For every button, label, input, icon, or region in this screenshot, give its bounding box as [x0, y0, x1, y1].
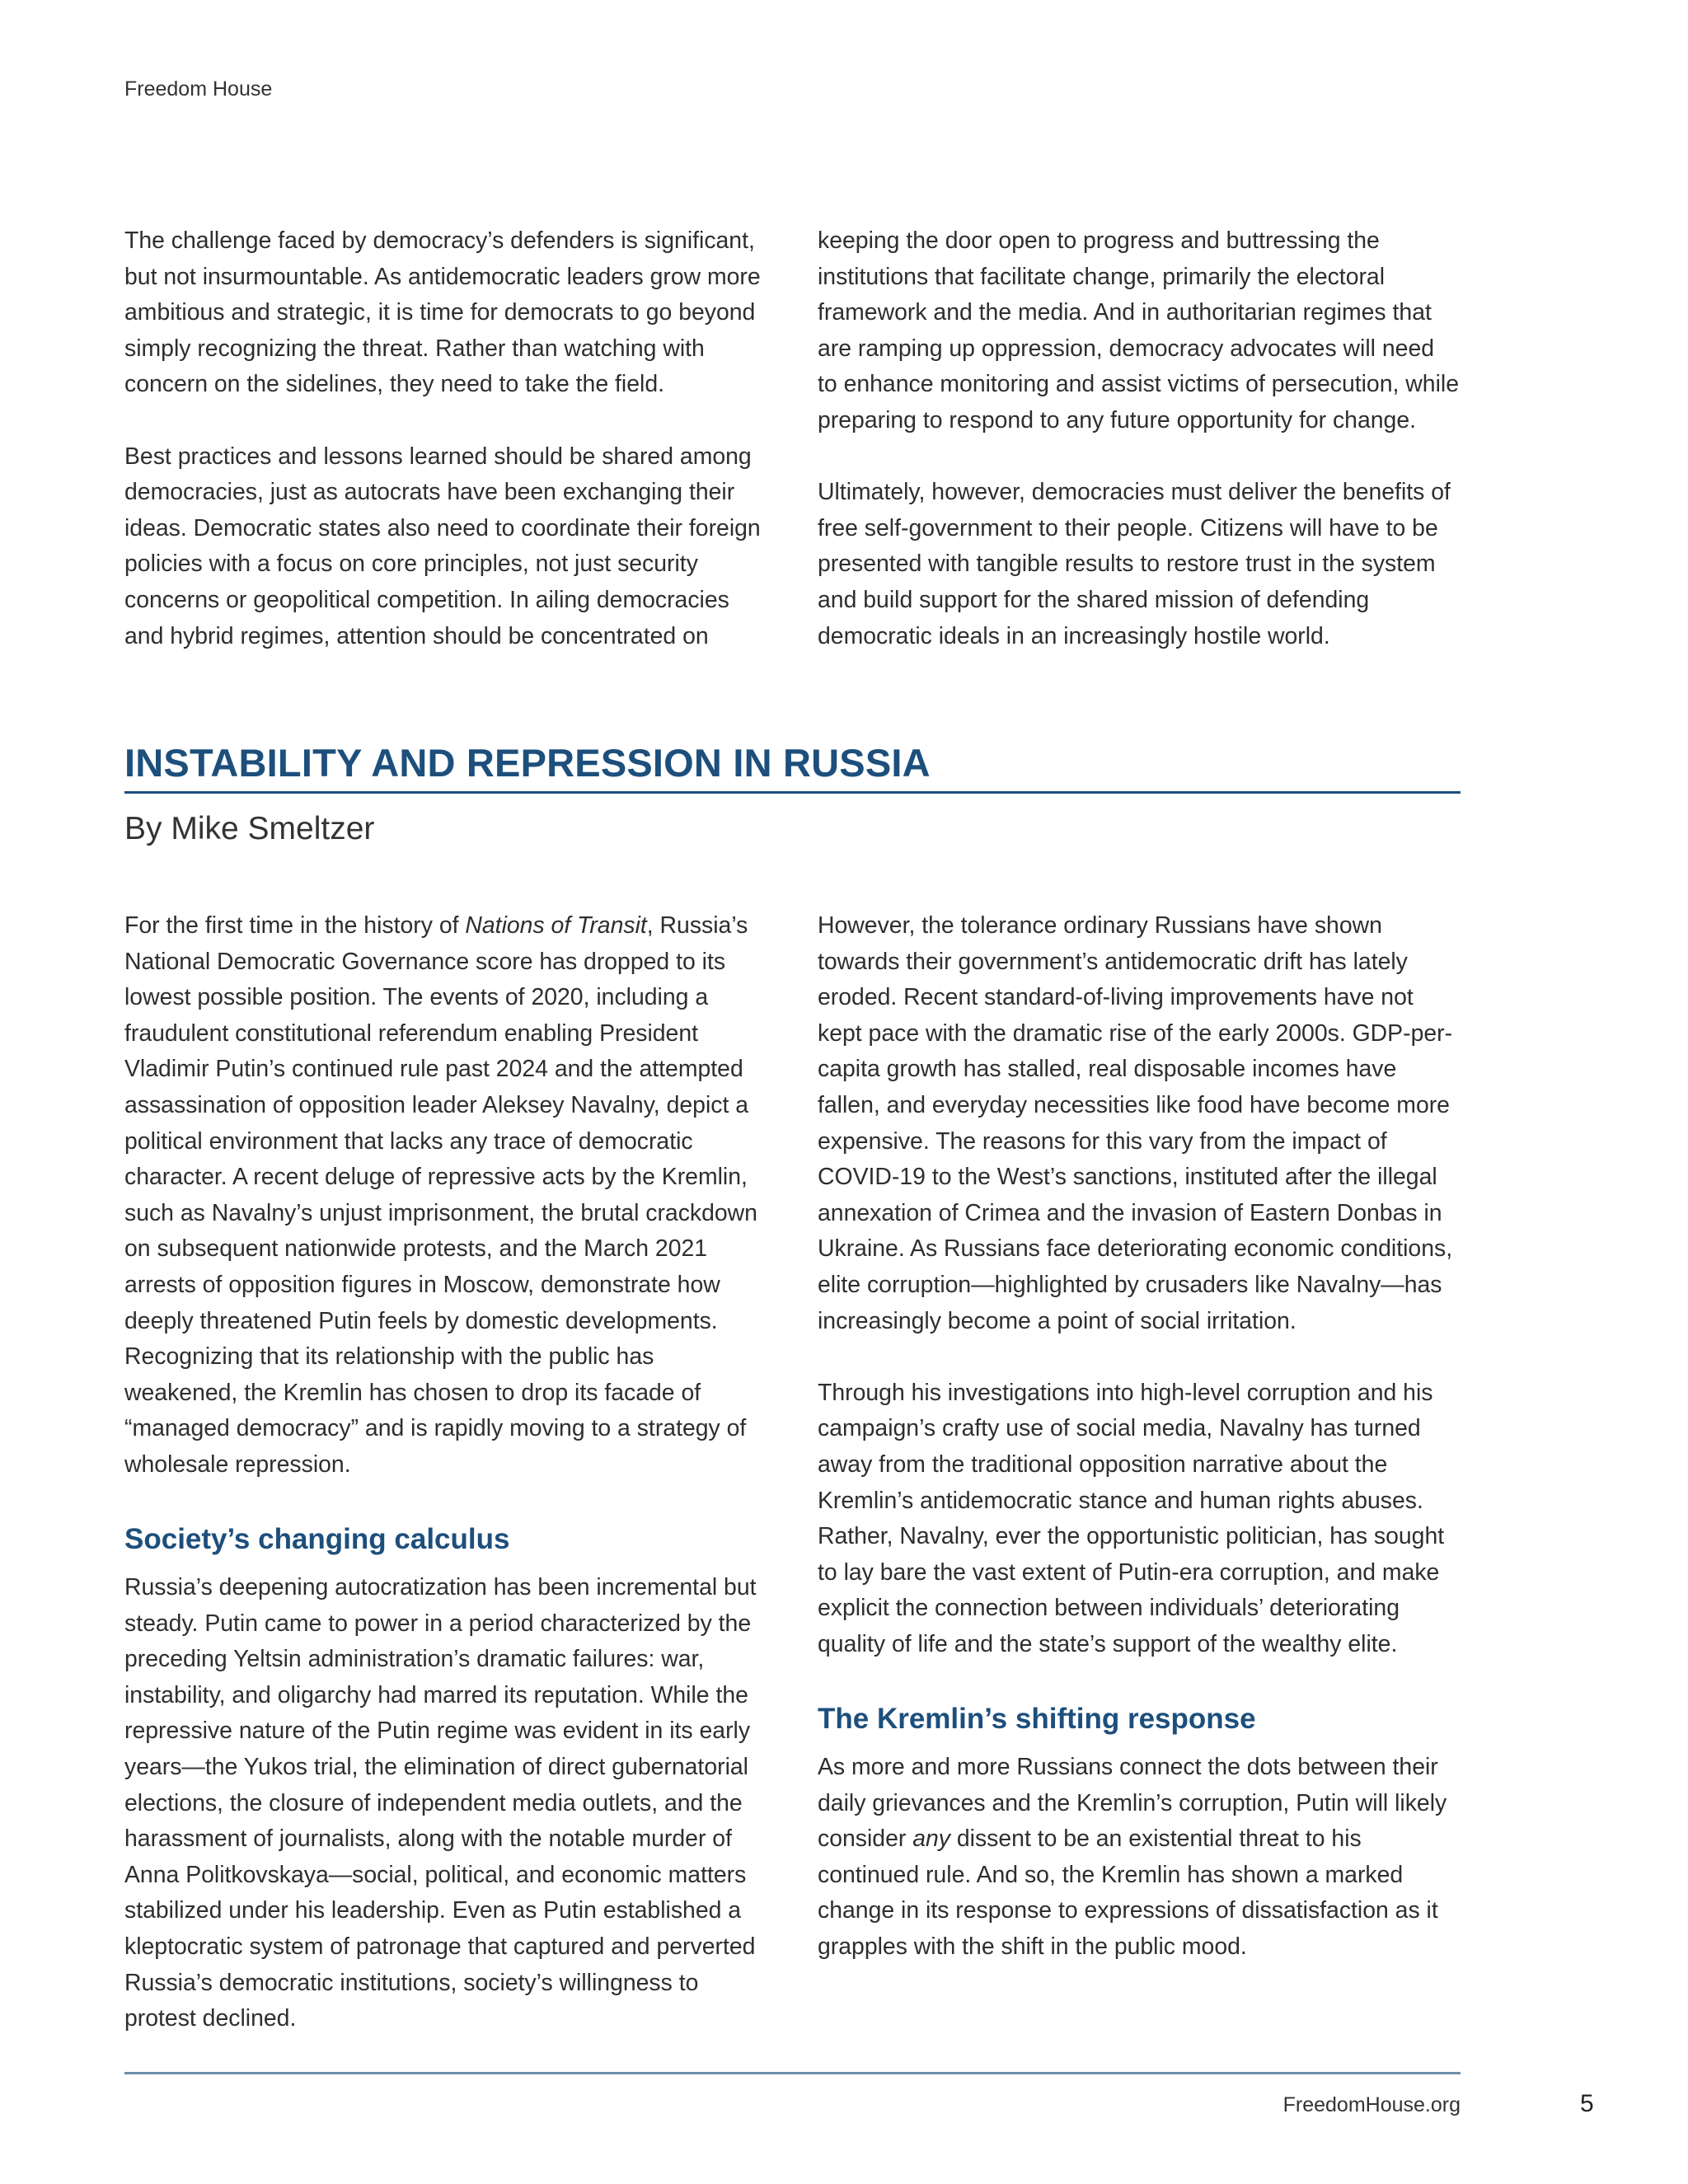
text-run: dissent to be an existential threat to his continued rule. And so, the Kremlin has shown a marked change in its response to expressions of dissatisfaction as it grapples with the shift in the public mood. [818, 1825, 1438, 1961]
title-divider [124, 791, 1461, 794]
intro-left-column [124, 223, 766, 654]
publication-title: Nations of Transit [465, 912, 647, 939]
footer-divider [124, 2072, 1461, 2074]
page-number: 5 [1580, 2090, 1594, 2117]
intro-paragraph: Best practices and lessons learned should be shared among democracies, just as autocrats have been exchanging their ideas. Democratic states also need to coordinate their foreign policies with a focus on core principles, not just security concerns or geopolitical competition. In ailing democracies and hybrid regimes, attention should be concentrated on [124, 443, 761, 649]
article-left-column [124, 908, 766, 2037]
running-header: Freedom House [124, 77, 273, 101]
text-run: As more and more Russians connect the dots between their daily grievances and the Kremlin’s corruption, Putin will likely consider [818, 1754, 1447, 1853]
text-run: For the first time in the history of [124, 912, 466, 939]
text-run: , Russia’s National Democratic Governance score has dropped to its lowest possible position. The events of 2020, including a fraudulent constitutional referendum enabling President Vladimir Putin’s continued rule past 2024 and the attempted assassination of opposition leader Aleksey Navalny, depict a political environment that lacks any trace of democratic character. A recent deluge of repressive acts by the Kremlin, such as Navalny’s unjust imprisonment, the brutal crackdown on subsequent nationwide protests, and the March 2021 arrests of opposition figures in Moscow, demonstrate how deeply threatened Putin feels by domestic developments. Recognizing that its relationship with the public has weakened, the Kremlin has chosen to drop its facade of “managed democracy” and is rapidly moving to a strategy of wholesale repression. [124, 912, 757, 1478]
article-right-column [818, 908, 1459, 1966]
intro-paragraph: Ultimately, however, democracies must deliver the benefits of free self-government to their people. Citizens will have to be presented with tangible results to restore trust in the system and build support for the shared mission of defending democratic ideals in an increasingly hostile world. [818, 479, 1451, 649]
subheading: Society’s changing calculus [124, 1523, 510, 1556]
article-paragraph: However, the tolerance ordinary Russians have shown towards their government’s antidemocratic drift has lately eroded. Recent standard-of-living improvements have not kept pace with the dramatic rise of the early 2000s. GDP-per-capita growth has stalled, real disposable incomes have fallen, and everyday necessities like food have become more expensive. The reasons for this vary from the impact of COVID-19 to the West’s sanctions, instituted after the illegal annexation of Crimea and the invasion of Eastern Donbas in Ukraine. As Russians face deteriorating economic conditions, elite corruption—highlighted by crusaders like Navalny—has increasingly become a point of social irritation. [818, 912, 1453, 1334]
byline: By Mike Smeltzer [124, 811, 375, 846]
section-title: INSTABILITY AND REPRESSION IN RUSSIA [124, 741, 931, 785]
article-paragraph: Russia’s deepening autocratization has been incremental but steady. Putin came to power in a period characterized by the preceding Yeltsin administration’s dramatic failures: war, instability, and oligarchy had marred its reputation. While the repressive nature of the Putin regime was evident in its early years—the Yukos trial, the elimination of direct gubernatorial elections, the closure of independent media outlets, and the harassment of journalists, along with the notable murder of Anna Politkovskaya—social, political, and economic matters stabilized under his leadership. Even as Putin established a kleptocratic system of patronage that captured and perverted Russia’s democratic institutions, society’s willingness to protest declined. [124, 1574, 757, 2032]
article-paragraph [124, 908, 766, 1483]
intro-paragraph: The challenge faced by democracy’s defenders is significant, but not insurmountable. As antidemocratic leaders grow more ambitious and strategic, it is time for democrats to go beyond simply recognizing the threat. Rather than watching with concern on the sidelines, they need to take the field. [124, 227, 761, 398]
intro-right-column [818, 223, 1459, 654]
emphasis: any [912, 1825, 950, 1853]
footer-website: FreedomHouse.org [1282, 2093, 1461, 2116]
subheading: The Kremlin’s shifting response [818, 1703, 1256, 1736]
article-paragraph: Through his investigations into high-level corruption and his campaign’s crafty use of social media, Navalny has turned away from the traditional opposition narrative about the Kremlin’s antidemocratic stance and human rights abuses. Rather, Navalny, ever the opportunistic politician, has sought to lay bare the vast extent of Putin-era corruption, and make explicit the connection between individuals’ deteriorating quality of life and the state’s support of the wealthy elite. [818, 1379, 1445, 1657]
intro-paragraph: keeping the door open to progress and buttressing the institutions that facilitate change, primarily the electoral framework and the media. And in authoritarian regimes that are ramping up oppression, democracy advocates will need to enhance monitoring and assist victims of persecution, while preparing to respond to any future opportunity for change. [818, 227, 1459, 434]
article-paragraph [818, 1750, 1459, 1966]
